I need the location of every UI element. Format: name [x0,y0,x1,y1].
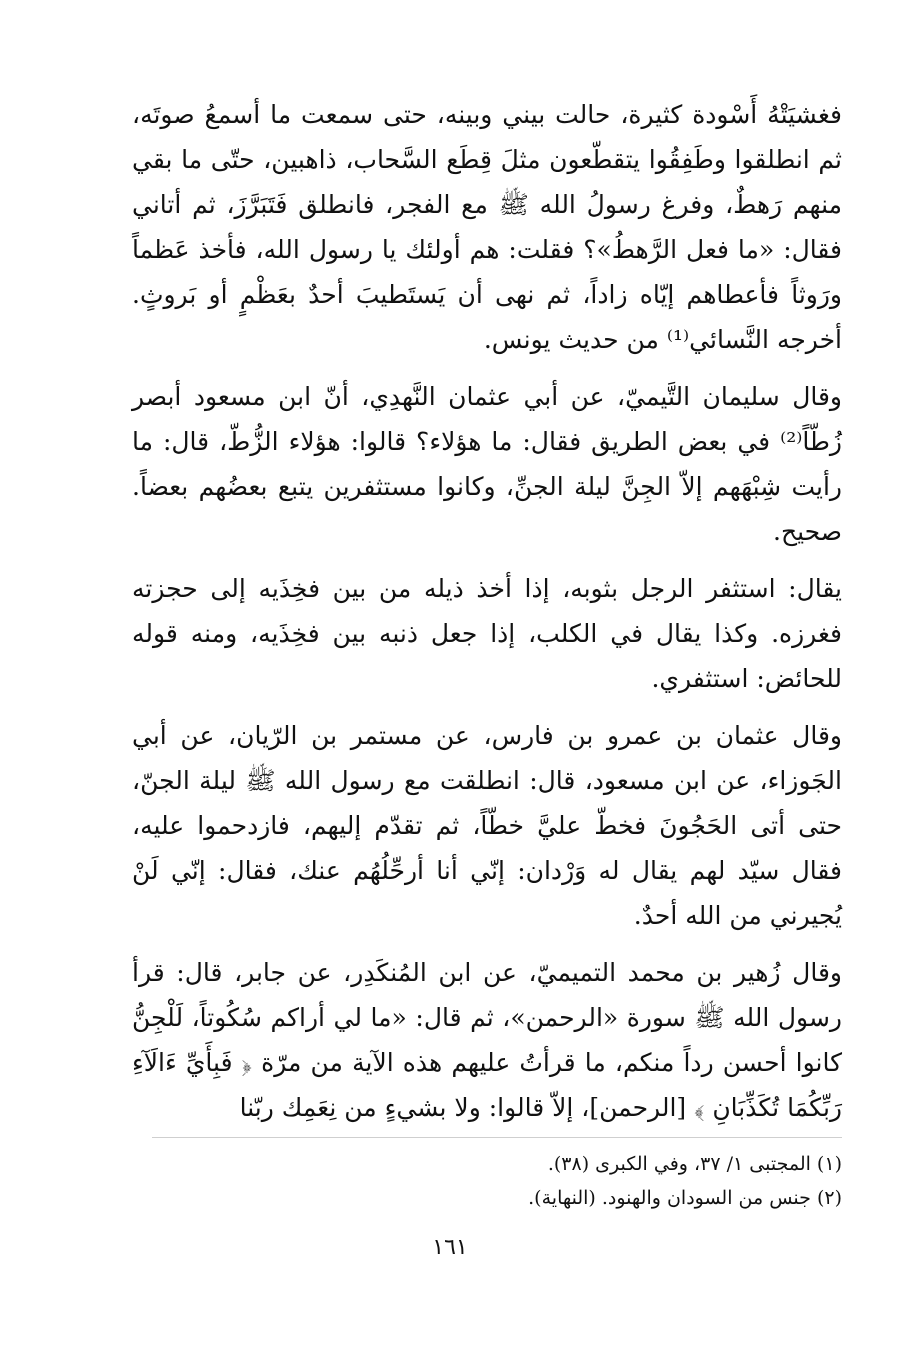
footnote-1: (١) المجتبى ١/ ٣٧، وفي الكبرى (٣٨). [547,1153,842,1175]
footnote-divider [152,1137,842,1138]
main-text [132,92,842,1142]
footnotes [132,1147,842,1215]
paragraph-5: وقال زُهير بن محمد التميميّ، عن ابن المُنكَدِر، عن جابر، قال: قرأ رسول الله ﷺ سورة «الرحمن»، ثم قال: «ما لي أراكم سُكُوتاً، لَلْجِنُّ كانوا أحسن رداً منكم، ما قرأتُ عليهم هذه الآية من مرّة ﴿ فَبِأَيِّ ءَالَآءِ رَبِّكُمَا تُكَذِّبَانِ ﴾ [الرحمن]، إلاّ قالوا: ولا بشيءٍ من نِعَمِك ربّنا [132,958,842,1122]
paragraph-1: فغشيَتْهُ أَسْودة كثيرة، حالت بيني وبينه، حتى سمعت ما أسمعُ صوتَه، ثم انطلقوا وطَفِقُوا يتقطّعون مثلَ قِطَع السَّحاب، ذاهبين، حتّى ما بقي منهم رَهطٌ، وفرغ رسولُ الله ﷺ مع الفجر، فانطلق فَتَبَرَّزَ، ثم أتاني فقال: «ما فعل الرَّهطُ»؟ فقلت: هم أولئك يا رسول الله، فأخذ عَظماً ورَوثاً فأعطاهم إيّاه زاداً، ثم نهى أن يَستَطيبَ أحدٌ بعَظْمٍ أو بَروثٍ. أخرجه النَّسائي⁽¹⁾ من حديث يونس. [132,100,842,354]
paragraph-3: يقال: استثفر الرجل بثوبه، إذا أخذ ذيله من بين فخِذَيه إلى حجزته فغرزه. وكذا يقال في الكلب، إذا جعل ذنبه بين فخِذَيه، ومنه قوله للحائض: استثفري. [132,574,842,693]
page-number: ١٦١ [432,1235,468,1260]
paragraph-2: وقال سليمان التَّيميّ، عن أبي عثمان النَّهدِي، أنّ ابن مسعود أبصر زُطّاً⁽²⁾ في بعض الطريق فقال: ما هؤلاء؟ قالوا: هؤلاء الزُّطّ، قال: ما رأيت شِبْهَهم إلاّ الجِنَّ ليلة الجنِّ، وكانوا مستثفرين يتبع بعضُهم بعضاً. صحيح. [132,382,842,546]
footnote-2: (٢) جنس من السودان والهنود. (النهاية). [528,1187,842,1209]
paragraph-4: وقال عثمان بن عمرو بن فارس، عن مستمر بن الرّيان، عن أبي الجَوزاء، عن ابن مسعود، قال: انطلقت مع رسول الله ﷺ ليلة الجنّ، حتى أتى الحَجُونَ فخطّ عليَّ خطّاً، ثم تقدّم إليهم، فازدحموا عليه، فقال سيّد لهم يقال له وَرْدان: إنّي أنا أرحِّلُهُم عنك، فقال: إنّي لَنْ يُجيرني من الله أحدٌ. [132,721,842,930]
